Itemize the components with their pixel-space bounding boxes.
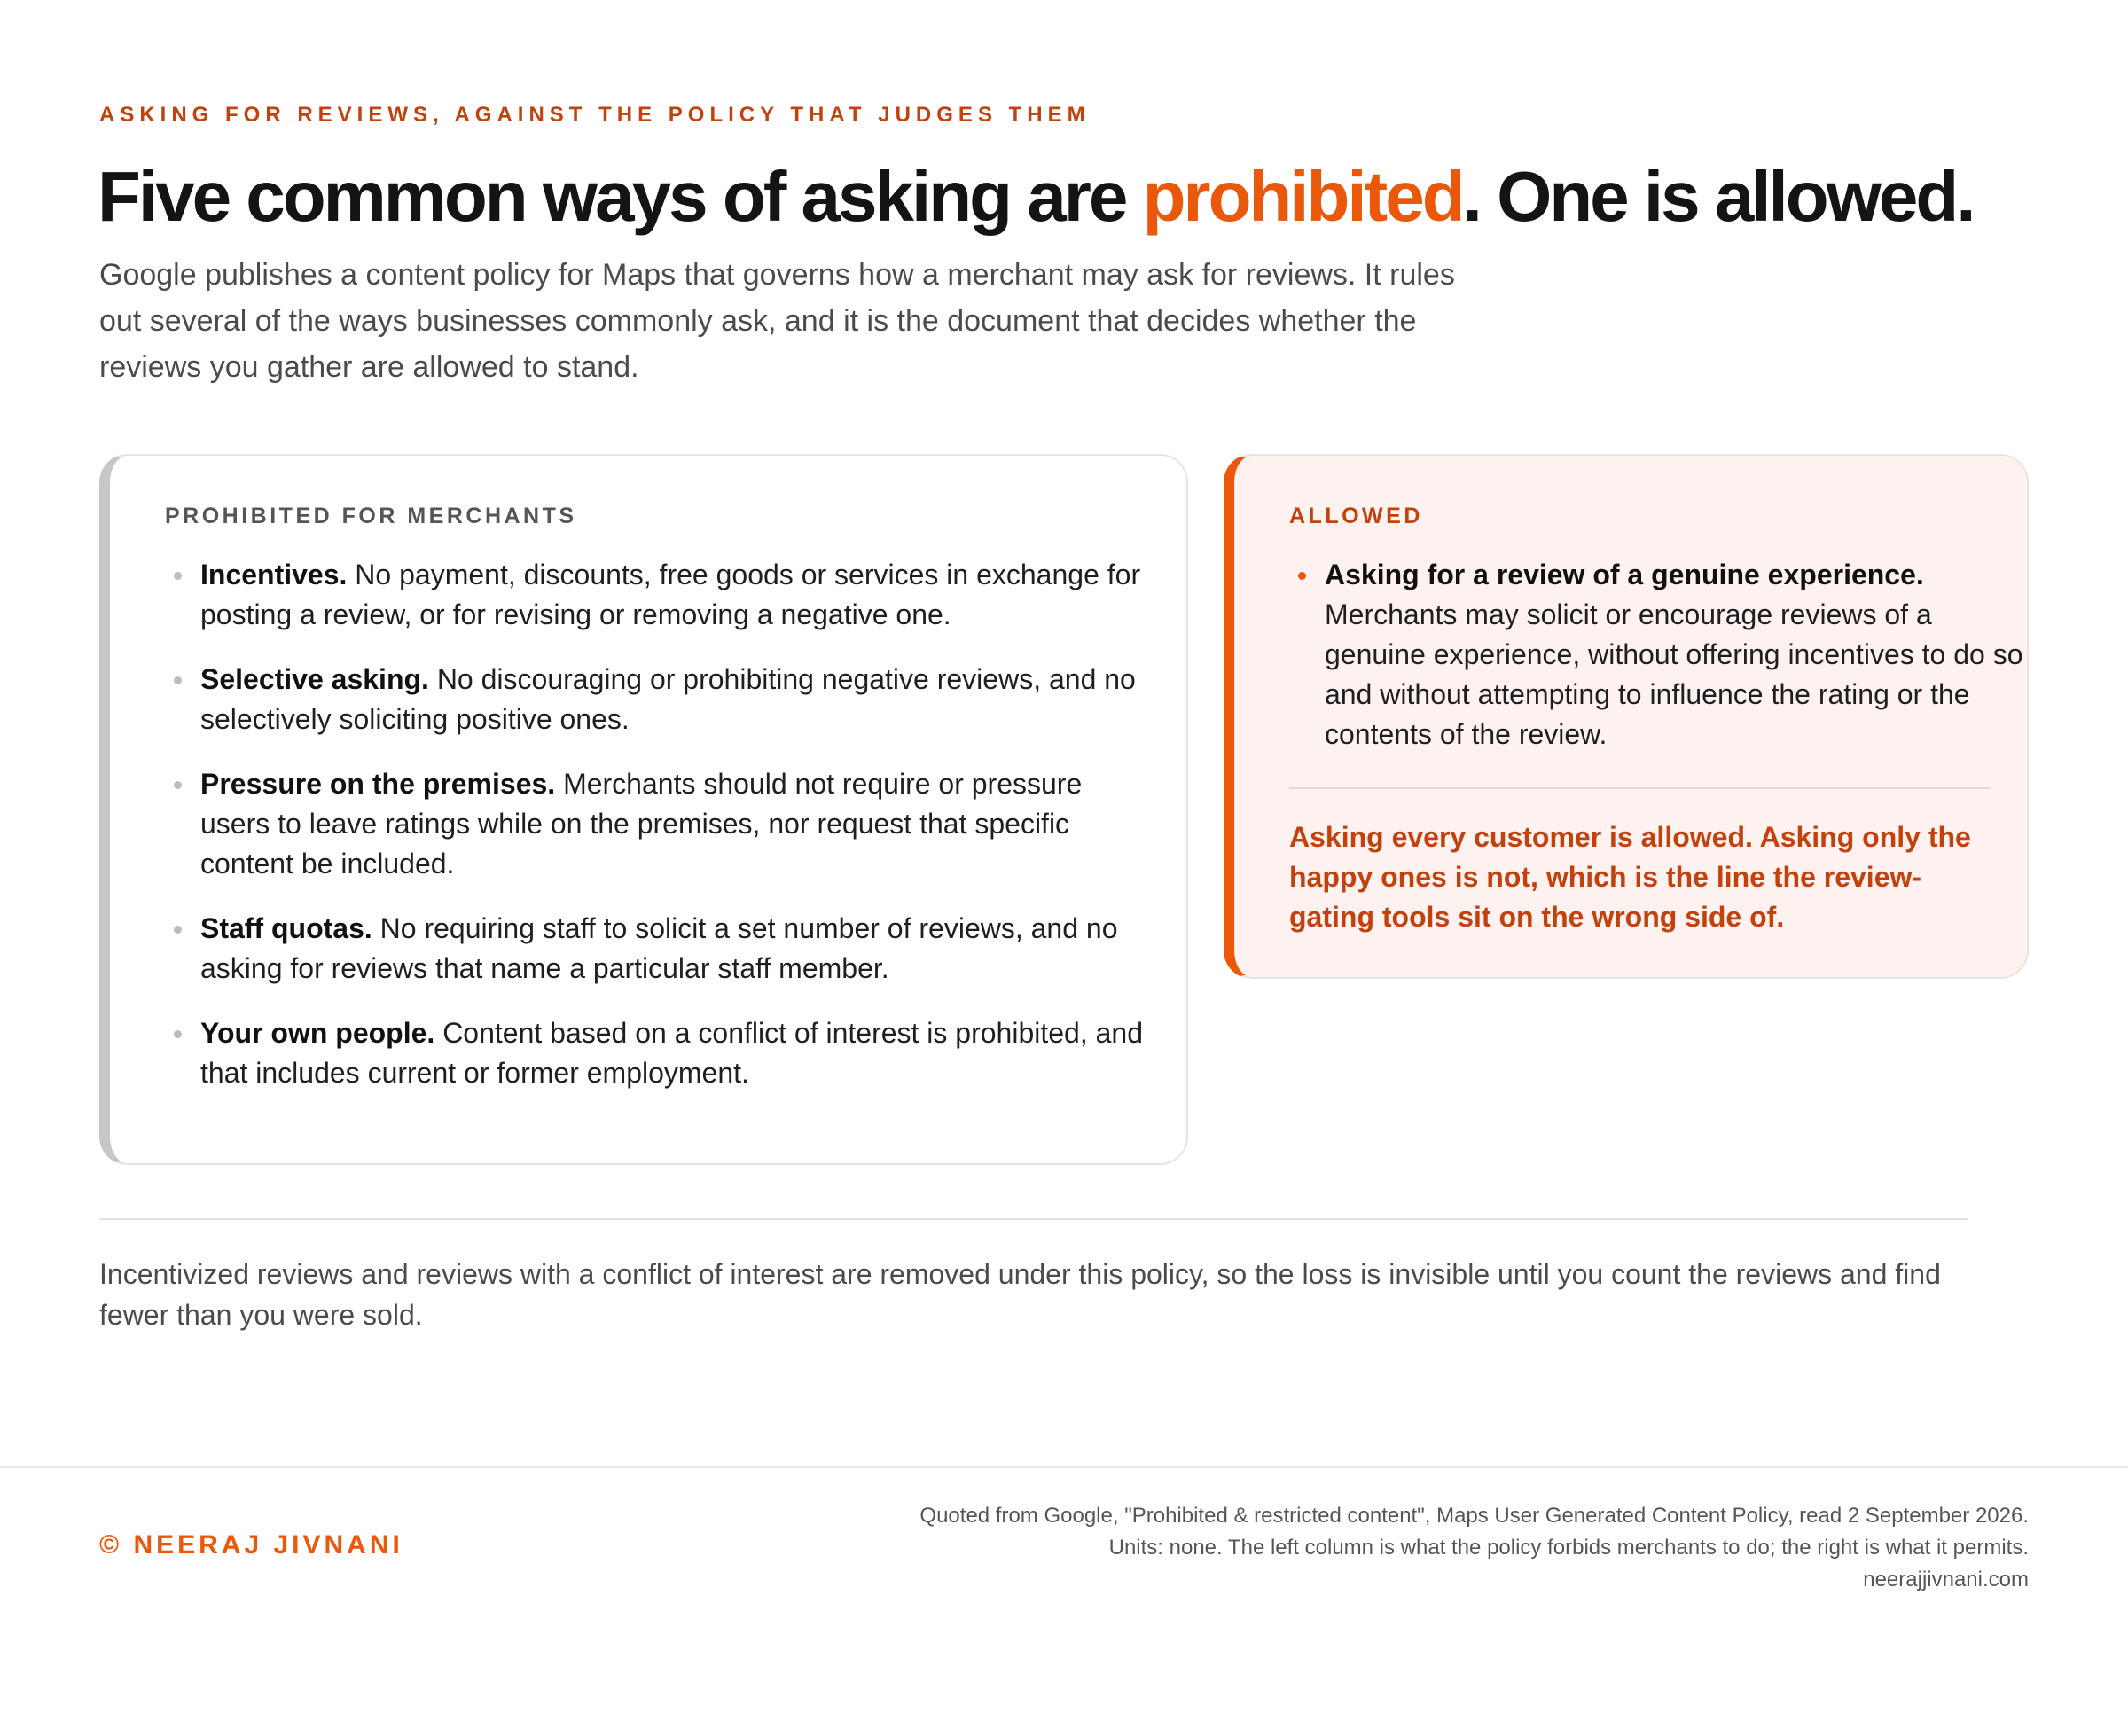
rule-lead: Pressure on the premises. [200,768,556,800]
rule-text: Content based on a conflict of interest is prohibited, and that includes current or former employment. [200,1017,1144,1089]
allowed-item-text: Merchants may solicit or encourage reviews of a genuine experience, without offering incentives to do so and without attempting to influence the rating or the contents of the review. [1325,598,2023,750]
prohibited-list [165,555,1158,1118]
rule-lead: Selective asking. [200,663,429,695]
rule-lead: Your own people. [200,1017,435,1049]
footer-brand: © NEERAJ JIVNANI [99,1530,403,1560]
page-title [98,152,1973,241]
footer-divider [0,1466,2128,1468]
list-item [165,660,1158,739]
bullet-icon [174,676,182,684]
source-citation: Quoted from Google, "Prohibited & restricted content", Maps User Generated Content Policy, read 2 September 2026. [919,1504,2029,1528]
allowed-label: ALLOWED [1289,504,1423,528]
rule-text: Merchants should not require or pressure users to leave ratings while on the premises, nor request that specific content be included. [200,768,1083,880]
list-item [165,555,1158,635]
rule-text: No payment, discounts, free goods or services in exchange for posting a review, or for revising or removing a negative one. [200,559,1141,630]
rule-lead: Staff quotas. [200,912,372,944]
title-part-2: . One is allowed. [1462,157,1974,236]
list-item [165,764,1158,884]
source-website: neerajjivnani.com [1863,1568,2029,1591]
subtitle: Google publishes a content policy for Maps that governs how a merchant may ask for reviews. It rules out several of the ways businesses commonly ask, and it is the document that decides whether the reviews you gather are allowed to stand. [99,258,1455,384]
title-part-1: Five common ways of asking are [98,157,1143,236]
allowed-card [1224,454,2029,979]
bullet-icon [174,926,182,934]
conclusion-text: Incentivized reviews and reviews with a conflict of interest are removed under this policy, so the loss is invisible until you count the reviews and find fewer than you were sold. [99,1258,1941,1331]
allowed-item-lead: Asking for a review of a genuine experience. [1325,559,1924,590]
allowed-item [1289,555,2034,755]
source-units-note: Units: none. The left column is what the policy forbids merchants to do; the right is what it permits. [1108,1536,2029,1560]
list-item [165,909,1158,989]
bullet-icon [174,572,182,580]
title-accent: prohibited [1142,157,1463,236]
bullet-icon [174,781,182,789]
bullet-icon [1298,572,1306,580]
section-divider [99,1218,1968,1220]
prohibited-card [99,454,1188,1165]
list-item [165,1013,1158,1093]
footer-source [699,1500,2029,1596]
prohibited-label: PROHIBITED FOR MERCHANTS [165,504,577,528]
allowed-divider [1289,787,1991,789]
rule-text: No requiring staff to solicit a set number of reviews, and no asking for reviews that name a particular staff member. [200,912,1118,984]
allowed-note: Asking every customer is allowed. Asking only the happy ones is not, which is the line the review-gating tools sit on the wrong side of. [1289,821,1971,933]
rule-text: No discouraging or prohibiting negative reviews, and no selectively soliciting positive ones. [200,663,1136,735]
rule-lead: Incentives. [200,559,348,590]
kicker: ASKING FOR REVIEWS, AGAINST THE POLICY THAT JUDGES THEM [99,103,1091,127]
bullet-icon [174,1030,182,1038]
